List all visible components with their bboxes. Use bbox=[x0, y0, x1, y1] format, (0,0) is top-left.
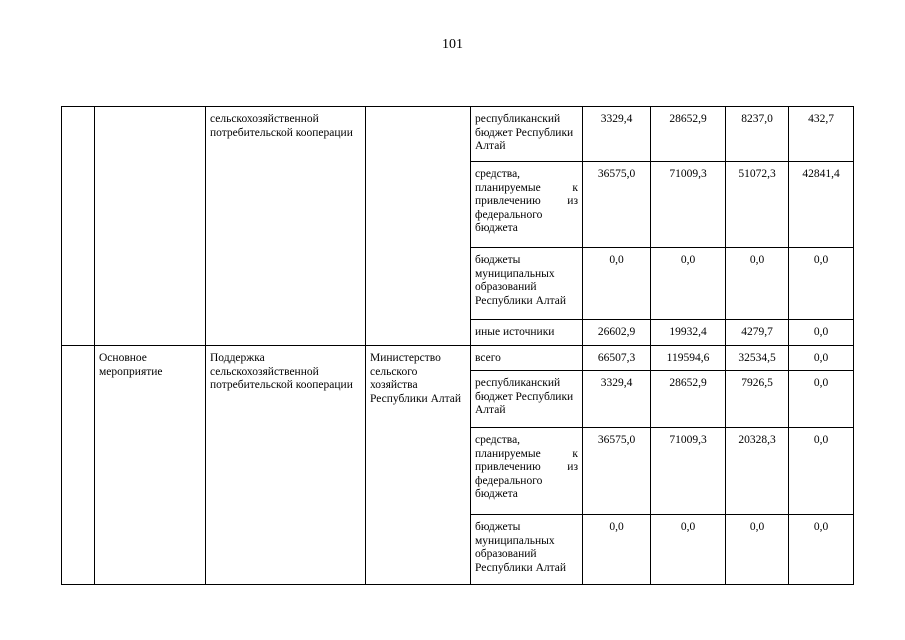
executor-cell: Министерство сельского хозяйства Республики Алтай bbox=[366, 346, 471, 585]
value-cell: 20328,3 bbox=[726, 428, 789, 515]
title-cell: Поддержка сельскохозяйственной потребительской кооперации bbox=[206, 346, 366, 585]
source-cell: республиканский бюджет Республики Алтай bbox=[471, 371, 583, 428]
source-cell: бюджеты муниципальных образований Республики Алтай bbox=[471, 515, 583, 585]
value-cell: 0,0 bbox=[651, 248, 726, 320]
value-cell: 36575,0 bbox=[583, 428, 651, 515]
value-cell: 0,0 bbox=[651, 515, 726, 585]
source-cell: иные источники bbox=[471, 320, 583, 346]
table-row bbox=[62, 346, 854, 371]
value-cell: 71009,3 bbox=[651, 428, 726, 515]
executor-cell bbox=[366, 107, 471, 346]
value-cell: 28652,9 bbox=[651, 107, 726, 162]
value-cell: 51072,3 bbox=[726, 162, 789, 248]
value-cell: 4279,7 bbox=[726, 320, 789, 346]
value-cell: 0,0 bbox=[789, 428, 854, 515]
program-cell: Основное мероприятие bbox=[95, 346, 206, 585]
value-cell: 71009,3 bbox=[651, 162, 726, 248]
value-cell: 0,0 bbox=[726, 248, 789, 320]
table-row bbox=[62, 107, 854, 162]
title-cell: сельскохозяйственной потребительской кооперации bbox=[206, 107, 366, 346]
program-cell bbox=[95, 107, 206, 346]
value-cell: 3329,4 bbox=[583, 107, 651, 162]
source-cell: средства, планируемые к привлечению из федерального бюджета bbox=[471, 428, 583, 515]
value-cell: 0,0 bbox=[789, 371, 854, 428]
value-cell: 3329,4 bbox=[583, 371, 651, 428]
value-cell: 66507,3 bbox=[583, 346, 651, 371]
value-cell: 0,0 bbox=[789, 346, 854, 371]
value-cell: 0,0 bbox=[583, 515, 651, 585]
source-cell: бюджеты муниципальных образований Республики Алтай bbox=[471, 248, 583, 320]
budget-table bbox=[61, 106, 854, 585]
page-number: 101 bbox=[442, 37, 463, 52]
value-cell: 432,7 bbox=[789, 107, 854, 162]
value-cell: 28652,9 bbox=[651, 371, 726, 428]
value-cell: 19932,4 bbox=[651, 320, 726, 346]
value-cell: 42841,4 bbox=[789, 162, 854, 248]
value-cell: 119594,6 bbox=[651, 346, 726, 371]
value-cell: 7926,5 bbox=[726, 371, 789, 428]
value-cell: 0,0 bbox=[789, 320, 854, 346]
source-cell: средства, планируемые к привлечению из федерального бюджета bbox=[471, 162, 583, 248]
value-cell: 32534,5 bbox=[726, 346, 789, 371]
value-cell: 26602,9 bbox=[583, 320, 651, 346]
index-cell bbox=[62, 346, 95, 585]
value-cell: 0,0 bbox=[789, 248, 854, 320]
source-cell: республиканский бюджет Республики Алтай bbox=[471, 107, 583, 162]
value-cell: 0,0 bbox=[789, 515, 854, 585]
index-cell bbox=[62, 107, 95, 346]
value-cell: 0,0 bbox=[583, 248, 651, 320]
value-cell: 0,0 bbox=[726, 515, 789, 585]
value-cell: 8237,0 bbox=[726, 107, 789, 162]
source-cell: всего bbox=[471, 346, 583, 371]
value-cell: 36575,0 bbox=[583, 162, 651, 248]
